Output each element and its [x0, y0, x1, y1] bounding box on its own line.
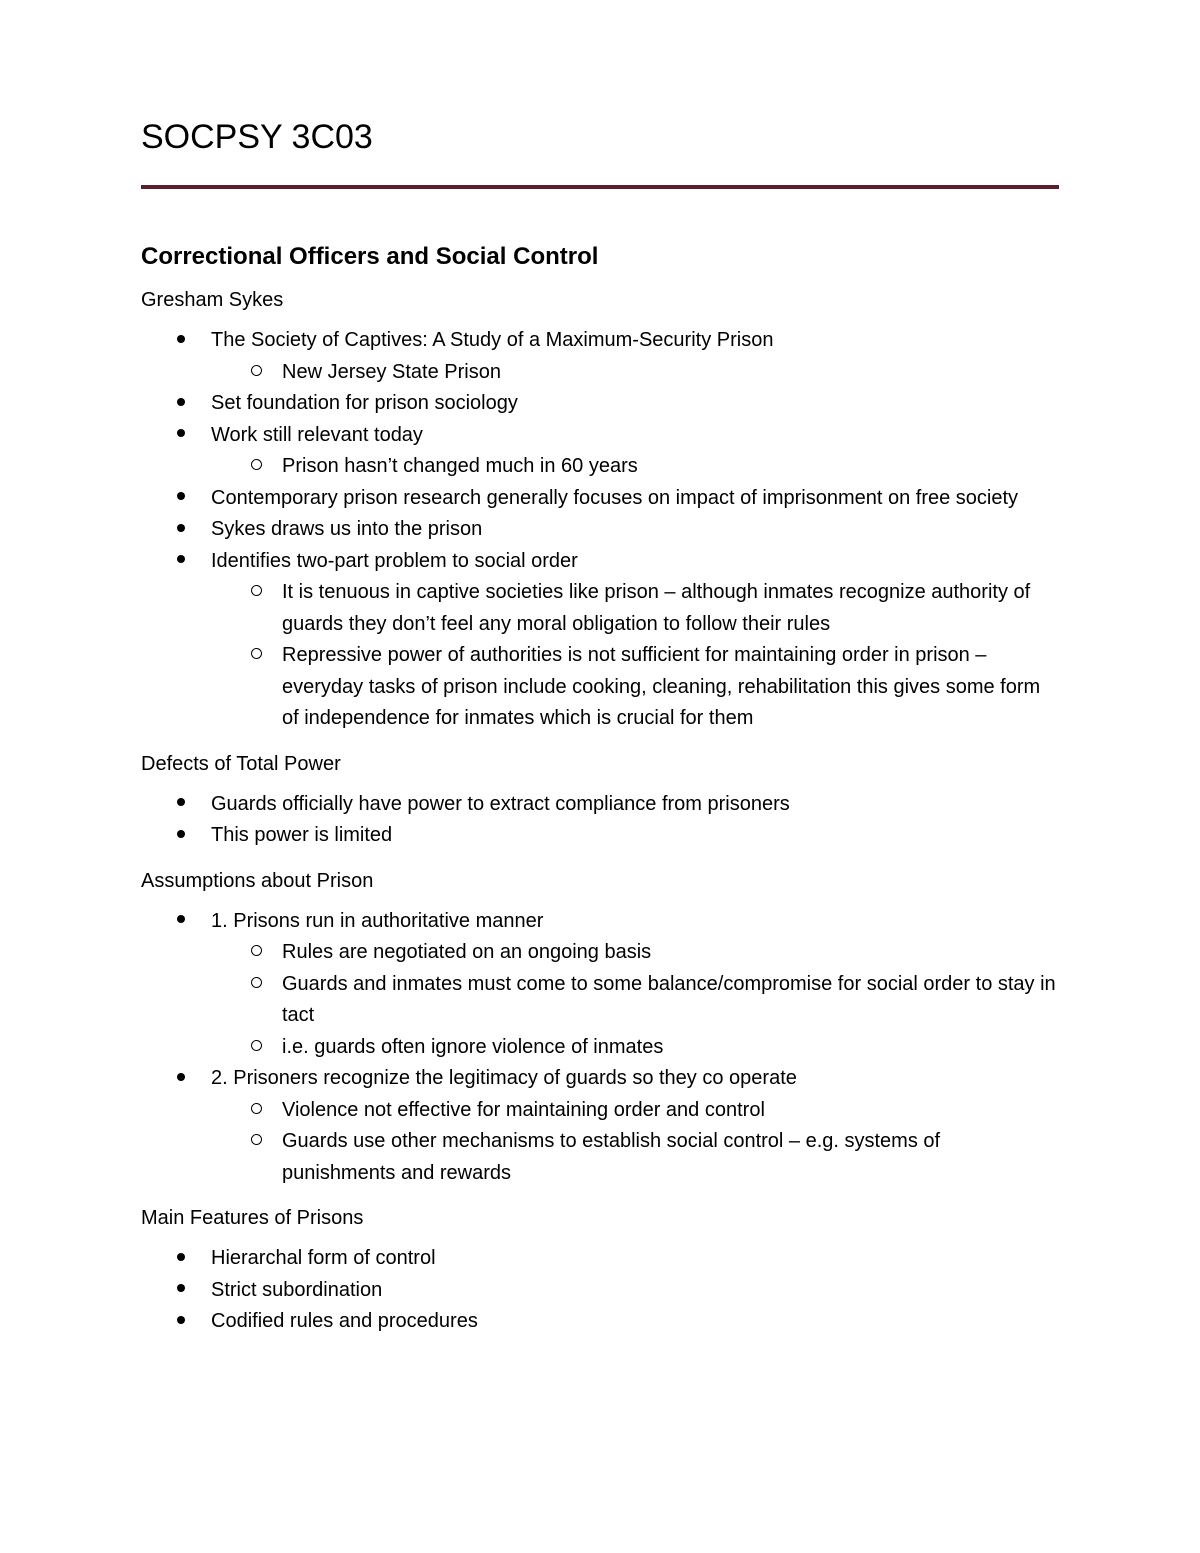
circle-bullet-icon — [248, 969, 264, 1001]
bullet-icon — [174, 483, 188, 515]
subsection-heading: Main Features of Prisons — [141, 1207, 364, 1229]
circle-bullet-icon — [248, 451, 264, 483]
list-item — [141, 483, 1059, 515]
list-item-text: Codified rules and procedures — [211, 1310, 478, 1332]
list-item — [141, 789, 1059, 821]
sub-list-item — [141, 1126, 1059, 1189]
list-item-text: 2. Prisoners recognize the legitimacy of guards so they co operate — [211, 1067, 797, 1089]
title-divider — [141, 185, 1059, 189]
sub-list-item — [141, 937, 1059, 969]
list-item-text: Work still relevant today — [211, 423, 423, 446]
sub-list-item — [141, 357, 1059, 389]
list-item-text: Strict subordination — [211, 1278, 383, 1301]
sub-list-item-text: Prison hasn’t changed much in 60 years — [282, 455, 638, 477]
sub-list-item-text: i.e. guards often ignore violence of inmates — [282, 1035, 664, 1058]
bullet-icon — [174, 388, 188, 420]
bullet-icon — [174, 420, 188, 452]
circle-bullet-icon — [248, 357, 264, 389]
subsection-heading: Assumptions about Prison — [141, 869, 374, 892]
bullet-icon — [174, 546, 188, 578]
circle-bullet-icon — [248, 640, 264, 672]
subsection-heading: Defects of Total Power — [141, 752, 341, 775]
list-item-text: This power is limited — [211, 824, 393, 846]
list-item — [141, 420, 1059, 452]
bullet-icon — [174, 1243, 188, 1275]
list-item — [141, 1063, 1059, 1095]
list-item-text: Contemporary prison research generally focuses on impact of imprisonment on free society — [211, 486, 1019, 509]
circle-bullet-icon — [248, 1032, 264, 1064]
circle-bullet-icon — [248, 577, 264, 609]
list-item-text: Sykes draws us into the prison — [211, 518, 483, 540]
sub-list-item — [141, 640, 1059, 735]
list-item-text: Hierarchal form of control — [211, 1247, 436, 1269]
course-title: SOCPSY 3C03 — [141, 118, 373, 156]
bullet-list — [141, 325, 1059, 735]
bullet-icon — [174, 1275, 188, 1307]
bullet-icon — [174, 789, 188, 821]
bullet-list — [141, 789, 1059, 852]
sub-list-item — [141, 577, 1059, 640]
bullet-icon — [174, 1063, 188, 1095]
circle-bullet-icon — [248, 1126, 264, 1158]
sub-list-item-text: Repressive power of authorities is not sufficient for maintaining order in prison – everyday tasks of prison include cooking, cleaning, rehabilitation this gives some form of independence for inmates which is crucial for them — [282, 644, 1041, 729]
bullet-list — [141, 1243, 1059, 1338]
section-heading: Correctional Officers and Social Control — [141, 243, 599, 270]
sub-list-item-text: Guards and inmates must come to some balance/compromise for social order to stay in tact — [282, 972, 1056, 1026]
list-item — [141, 1275, 1059, 1307]
list-item — [141, 1306, 1059, 1338]
bullet-icon — [174, 1306, 188, 1338]
list-item-text: Identifies two-part problem to social order — [211, 549, 578, 572]
sections-container — [141, 285, 1059, 1338]
sub-list-item-text: Guards use other mechanisms to establish social control – e.g. systems of punishments and rewards — [282, 1130, 941, 1184]
list-item-text: The Society of Captives: A Study of a Maximum-Security Prison — [211, 329, 774, 351]
list-item — [141, 546, 1059, 578]
sub-list-item-text: Rules are negotiated on an ongoing basis — [282, 941, 652, 963]
sub-list-item-text: Violence not effective for maintaining order and control — [282, 1098, 765, 1121]
sub-list-item — [141, 1095, 1059, 1127]
bullet-icon — [174, 514, 188, 546]
sub-list-item-text: New Jersey State Prison — [282, 360, 501, 383]
bullet-icon — [174, 325, 188, 357]
list-item — [141, 388, 1059, 420]
sub-list-item-text: It is tenuous in captive societies like prison – although inmates recognize authority of guards they don’t feel any moral obligation to follow their rules — [282, 581, 1031, 635]
sub-list-item — [141, 451, 1059, 483]
subsection-heading: Gresham Sykes — [141, 289, 284, 311]
circle-bullet-icon — [248, 1095, 264, 1127]
bullet-list — [141, 906, 1059, 1190]
sub-list-item — [141, 969, 1059, 1032]
list-item — [141, 514, 1059, 546]
list-item-text: Guards officially have power to extract compliance from prisoners — [211, 792, 790, 815]
bullet-icon — [174, 906, 188, 938]
document-body — [141, 243, 1059, 1338]
circle-bullet-icon — [248, 937, 264, 969]
list-item — [141, 906, 1059, 938]
bullet-icon — [174, 820, 188, 852]
list-item — [141, 1243, 1059, 1275]
list-item — [141, 820, 1059, 852]
list-item-text: 1. Prisons run in authoritative manner — [211, 909, 544, 932]
list-item — [141, 325, 1059, 357]
sub-list-item — [141, 1032, 1059, 1064]
list-item-text: Set foundation for prison sociology — [211, 392, 518, 414]
